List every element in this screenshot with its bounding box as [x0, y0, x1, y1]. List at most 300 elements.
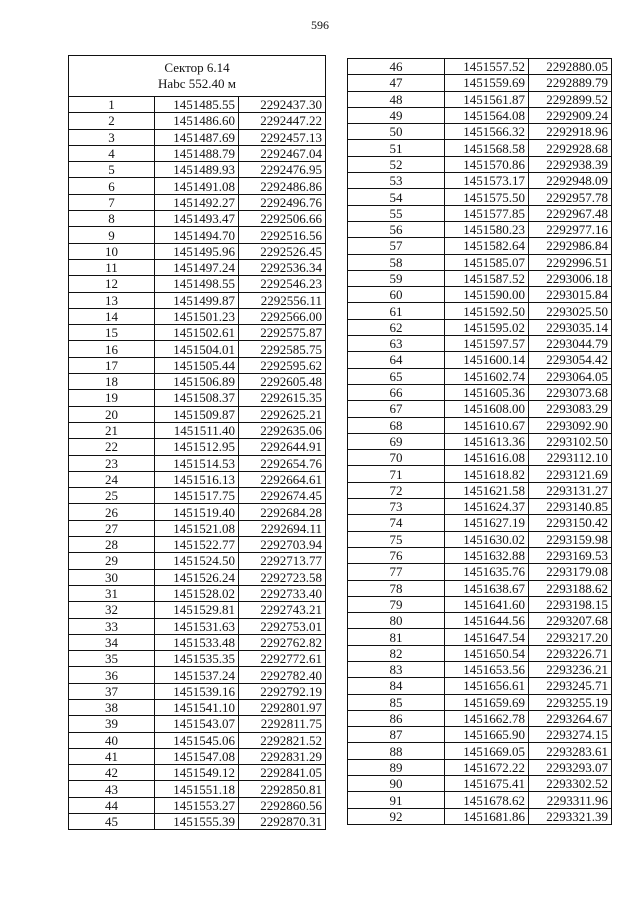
coordinate-x: 1451522.77 [155, 537, 239, 553]
coordinate-x: 1451561.87 [445, 91, 529, 107]
table-row [348, 401, 612, 417]
coordinate-x: 1451635.76 [445, 564, 529, 580]
coordinate-x: 1451638.67 [445, 580, 529, 596]
coordinate-y: 2293169.53 [529, 547, 612, 563]
point-number: 4 [69, 145, 155, 161]
table-row [348, 499, 612, 515]
table-row [348, 645, 612, 661]
coordinate-x: 1451566.32 [445, 124, 529, 140]
coordinate-x: 1451549.12 [155, 765, 239, 781]
coordinate-y: 2292889.79 [529, 75, 612, 91]
point-number: 68 [348, 417, 445, 433]
table-row [69, 602, 326, 618]
coordinate-y: 2293159.98 [529, 531, 612, 547]
table-row [69, 178, 326, 194]
coordinate-x: 1451675.41 [445, 776, 529, 792]
coordinate-x: 1451605.36 [445, 384, 529, 400]
point-number: 78 [348, 580, 445, 596]
coordinate-x: 1451526.24 [155, 569, 239, 585]
coordinate-y: 2293293.07 [529, 759, 612, 775]
coordinate-y: 2292957.78 [529, 189, 612, 205]
coordinate-y: 2292880.05 [529, 59, 612, 75]
coordinate-x: 1451568.58 [445, 140, 529, 156]
table-row [348, 270, 612, 286]
table-row [69, 406, 326, 422]
coordinate-x: 1451489.93 [155, 162, 239, 178]
table-row [348, 140, 612, 156]
point-number: 13 [69, 292, 155, 308]
table-row [348, 254, 612, 270]
table-row [348, 124, 612, 140]
point-number: 61 [348, 303, 445, 319]
coordinate-x: 1451495.96 [155, 243, 239, 259]
point-number: 5 [69, 162, 155, 178]
sector-header [69, 56, 326, 97]
coordinate-y: 2293044.79 [529, 336, 612, 352]
coordinate-y: 2292909.24 [529, 107, 612, 123]
point-number: 86 [348, 710, 445, 726]
point-number: 38 [69, 699, 155, 715]
point-number: 42 [69, 765, 155, 781]
coordinate-y: 2292566.00 [239, 308, 326, 324]
table-row [348, 792, 612, 808]
point-number: 14 [69, 308, 155, 324]
table-row [69, 537, 326, 553]
coordinate-y: 2293131.27 [529, 482, 612, 498]
point-number: 19 [69, 390, 155, 406]
point-number: 69 [348, 433, 445, 449]
coordinate-y: 2292556.11 [239, 292, 326, 308]
table-row [348, 580, 612, 596]
table-row [348, 613, 612, 629]
coordinate-x: 1451492.27 [155, 194, 239, 210]
table-row [348, 59, 612, 75]
coordinate-x: 1451608.00 [445, 401, 529, 417]
coordinate-y: 2292899.52 [529, 91, 612, 107]
point-number: 49 [348, 107, 445, 123]
coordinate-x: 1451494.70 [155, 227, 239, 243]
table-row [348, 710, 612, 726]
coordinate-x: 1451577.85 [445, 205, 529, 221]
table-row [69, 488, 326, 504]
coordinate-x: 1451551.18 [155, 781, 239, 797]
sector-elevation: Нabc 552.40 м [158, 76, 236, 91]
table-row [69, 585, 326, 601]
coordinate-y: 2292850.81 [239, 781, 326, 797]
coordinate-y: 2292977.16 [529, 221, 612, 237]
coordinate-y: 2293188.62 [529, 580, 612, 596]
coordinate-x: 1451555.39 [155, 814, 239, 830]
coordinate-x: 1451547.08 [155, 748, 239, 764]
coordinate-x: 1451535.35 [155, 651, 239, 667]
point-number: 84 [348, 678, 445, 694]
table-row [348, 776, 612, 792]
table-row [69, 651, 326, 667]
coordinate-x: 1451539.16 [155, 683, 239, 699]
coordinate-y: 2292928.68 [529, 140, 612, 156]
table-row [69, 748, 326, 764]
coordinate-x: 1451519.40 [155, 504, 239, 520]
point-number: 91 [348, 792, 445, 808]
point-number: 83 [348, 661, 445, 677]
coordinate-x: 1451597.57 [445, 336, 529, 352]
point-number: 33 [69, 618, 155, 634]
coordinate-x: 1451506.89 [155, 374, 239, 390]
point-number: 63 [348, 336, 445, 352]
coordinate-x: 1451514.53 [155, 455, 239, 471]
point-number: 8 [69, 211, 155, 227]
table-row [69, 129, 326, 145]
point-number: 29 [69, 553, 155, 569]
coordinate-x: 1451521.08 [155, 520, 239, 536]
coordinate-y: 2292615.35 [239, 390, 326, 406]
coordinate-x: 1451485.55 [155, 97, 239, 113]
coordinate-y: 2292684.28 [239, 504, 326, 520]
page-number: 596 [311, 18, 329, 32]
point-number: 25 [69, 488, 155, 504]
table-row [69, 504, 326, 520]
coordinate-y: 2293064.05 [529, 368, 612, 384]
table-row [69, 357, 326, 373]
table-row [348, 564, 612, 580]
table-row [348, 221, 612, 237]
point-number: 90 [348, 776, 445, 792]
coordinate-x: 1451509.87 [155, 406, 239, 422]
table-row [69, 520, 326, 536]
point-number: 60 [348, 287, 445, 303]
coordinate-x: 1451616.08 [445, 450, 529, 466]
coordinate-y: 2292516.56 [239, 227, 326, 243]
coordinate-y: 2292546.23 [239, 276, 326, 292]
coordinate-y: 2293054.42 [529, 352, 612, 368]
point-number: 37 [69, 683, 155, 699]
coordinate-y: 2292476.95 [239, 162, 326, 178]
coordinate-x: 1451595.02 [445, 319, 529, 335]
table-row [69, 683, 326, 699]
table-row [69, 471, 326, 487]
coordinate-y: 2293255.19 [529, 694, 612, 710]
table-row [348, 450, 612, 466]
coordinate-y: 2292841.05 [239, 765, 326, 781]
coordinate-x: 1451621.58 [445, 482, 529, 498]
coordinate-x: 1451497.24 [155, 259, 239, 275]
table-row [348, 75, 612, 91]
table-row [69, 145, 326, 161]
coordinate-x: 1451627.19 [445, 515, 529, 531]
point-number: 54 [348, 189, 445, 205]
coordinate-y: 2293112.10 [529, 450, 612, 466]
point-number: 11 [69, 259, 155, 275]
coordinate-x: 1451580.23 [445, 221, 529, 237]
coordinate-x: 1451570.86 [445, 156, 529, 172]
table-row [69, 797, 326, 813]
table-row [69, 569, 326, 585]
coordinate-x: 1451632.88 [445, 547, 529, 563]
coordinate-x: 1451553.27 [155, 797, 239, 813]
point-number: 18 [69, 374, 155, 390]
coordinate-y: 2292536.34 [239, 259, 326, 275]
table-row [69, 227, 326, 243]
point-number: 20 [69, 406, 155, 422]
coordinate-y: 2293302.52 [529, 776, 612, 792]
coordinate-y: 2293179.08 [529, 564, 612, 580]
table-row [69, 162, 326, 178]
table-row [348, 629, 612, 645]
table-row [348, 107, 612, 123]
point-number: 10 [69, 243, 155, 259]
coordinate-y: 2292762.82 [239, 634, 326, 650]
point-number: 7 [69, 194, 155, 210]
table-row [69, 276, 326, 292]
coordinate-y: 2292447.22 [239, 113, 326, 129]
coordinate-y: 2292654.76 [239, 455, 326, 471]
coordinate-x: 1451672.22 [445, 759, 529, 775]
coordinate-x: 1451613.36 [445, 433, 529, 449]
point-number: 9 [69, 227, 155, 243]
coordinate-x: 1451543.07 [155, 716, 239, 732]
table-row [69, 765, 326, 781]
coordinate-x: 1451486.60 [155, 113, 239, 129]
coordinate-x: 1451587.52 [445, 270, 529, 286]
coordinate-y: 2293264.67 [529, 710, 612, 726]
coordinate-y: 2293015.84 [529, 287, 612, 303]
table-row [348, 384, 612, 400]
coordinate-y: 2293245.71 [529, 678, 612, 694]
coordinate-x: 1451669.05 [445, 743, 529, 759]
coordinate-y: 2292831.29 [239, 748, 326, 764]
coordinate-y: 2293217.20 [529, 629, 612, 645]
point-number: 32 [69, 602, 155, 618]
point-number: 45 [69, 814, 155, 830]
coordinate-y: 2292986.84 [529, 238, 612, 254]
point-number: 43 [69, 781, 155, 797]
coordinate-x: 1451533.48 [155, 634, 239, 650]
coordinate-x: 1451659.69 [445, 694, 529, 710]
coordinate-y: 2292733.40 [239, 585, 326, 601]
coordinate-y: 2293083.29 [529, 401, 612, 417]
point-number: 36 [69, 667, 155, 683]
point-number: 88 [348, 743, 445, 759]
coordinate-x: 1451585.07 [445, 254, 529, 270]
point-number: 67 [348, 401, 445, 417]
table-row [69, 292, 326, 308]
table-row [348, 336, 612, 352]
point-number: 65 [348, 368, 445, 384]
coordinate-x: 1451618.82 [445, 466, 529, 482]
coordinate-y: 2292467.04 [239, 145, 326, 161]
table-row [348, 303, 612, 319]
point-number: 64 [348, 352, 445, 368]
coordinate-y: 2292996.51 [529, 254, 612, 270]
table-row [69, 439, 326, 455]
coordinate-x: 1451531.63 [155, 618, 239, 634]
coordinate-y: 2292625.21 [239, 406, 326, 422]
table-row [69, 97, 326, 113]
table-row [69, 211, 326, 227]
coordinate-x: 1451573.17 [445, 173, 529, 189]
coordinate-y: 2292782.40 [239, 667, 326, 683]
point-number: 24 [69, 471, 155, 487]
point-number: 46 [348, 59, 445, 75]
coordinate-y: 2293121.69 [529, 466, 612, 482]
coordinate-x: 1451644.56 [445, 613, 529, 629]
coordinate-x: 1451650.54 [445, 645, 529, 661]
point-number: 51 [348, 140, 445, 156]
table-row [348, 205, 612, 221]
coordinate-x: 1451524.50 [155, 553, 239, 569]
point-number: 40 [69, 732, 155, 748]
coordinate-y: 2293140.85 [529, 499, 612, 515]
coordinate-x: 1451512.95 [155, 439, 239, 455]
coordinate-y: 2292938.39 [529, 156, 612, 172]
coordinate-x: 1451498.55 [155, 276, 239, 292]
coordinate-y: 2292635.06 [239, 422, 326, 438]
point-number: 73 [348, 499, 445, 515]
table-row [348, 319, 612, 335]
point-number: 57 [348, 238, 445, 254]
coordinate-y: 2292585.75 [239, 341, 326, 357]
point-number: 17 [69, 357, 155, 373]
table-row [348, 173, 612, 189]
table-row [348, 759, 612, 775]
point-number: 50 [348, 124, 445, 140]
point-number: 39 [69, 716, 155, 732]
table-row [69, 259, 326, 275]
coordinate-x: 1451501.23 [155, 308, 239, 324]
coordinate-y: 2293073.68 [529, 384, 612, 400]
coordinate-y: 2292821.52 [239, 732, 326, 748]
coordinate-y: 2293035.14 [529, 319, 612, 335]
coordinate-x: 1451602.74 [445, 368, 529, 384]
coordinate-y: 2292918.96 [529, 124, 612, 140]
coordinate-y: 2292506.66 [239, 211, 326, 227]
table-row [348, 156, 612, 172]
coordinate-x: 1451647.54 [445, 629, 529, 645]
coordinate-y: 2292526.45 [239, 243, 326, 259]
point-number: 70 [348, 450, 445, 466]
table-row [348, 417, 612, 433]
point-number: 23 [69, 455, 155, 471]
table-row [69, 455, 326, 471]
table-row [348, 91, 612, 107]
coordinate-y: 2292595.62 [239, 357, 326, 373]
table-row [69, 634, 326, 650]
coordinate-x: 1451564.08 [445, 107, 529, 123]
point-number: 30 [69, 569, 155, 585]
coordinate-y: 2292948.09 [529, 173, 612, 189]
table-row [348, 238, 612, 254]
table-row [348, 189, 612, 205]
table-row [348, 808, 612, 824]
coordinate-y: 2292743.21 [239, 602, 326, 618]
point-number: 79 [348, 596, 445, 612]
point-number: 75 [348, 531, 445, 547]
table-row [348, 661, 612, 677]
table-row [69, 553, 326, 569]
table-row [69, 732, 326, 748]
coordinate-x: 1451502.61 [155, 325, 239, 341]
point-number: 48 [348, 91, 445, 107]
coordinate-x: 1451641.60 [445, 596, 529, 612]
point-number: 26 [69, 504, 155, 520]
coordinate-y: 2292723.58 [239, 569, 326, 585]
coordinate-y: 2292496.76 [239, 194, 326, 210]
coordinate-x: 1451499.87 [155, 292, 239, 308]
point-number: 56 [348, 221, 445, 237]
coordinate-y: 2292772.61 [239, 651, 326, 667]
coordinate-y: 2292860.56 [239, 797, 326, 813]
coordinate-y: 2292811.75 [239, 716, 326, 732]
point-number: 53 [348, 173, 445, 189]
coordinate-y: 2292967.48 [529, 205, 612, 221]
coordinate-y: 2293102.50 [529, 433, 612, 449]
point-number: 21 [69, 422, 155, 438]
point-number: 1 [69, 97, 155, 113]
table-row [348, 352, 612, 368]
coordinate-x: 1451630.02 [445, 531, 529, 547]
coordinate-x: 1451665.90 [445, 727, 529, 743]
coordinate-x: 1451508.37 [155, 390, 239, 406]
coordinate-y: 2292713.77 [239, 553, 326, 569]
coordinate-x: 1451662.78 [445, 710, 529, 726]
sector-title: Сектор 6.14 [164, 60, 230, 75]
coordinate-x: 1451537.24 [155, 667, 239, 683]
coordinate-x: 1451493.47 [155, 211, 239, 227]
coordinate-x: 1451592.50 [445, 303, 529, 319]
coordinate-x: 1451505.44 [155, 357, 239, 373]
table-row [69, 113, 326, 129]
coordinate-y: 2292674.45 [239, 488, 326, 504]
table-row [348, 287, 612, 303]
point-number: 44 [69, 797, 155, 813]
table-row [348, 596, 612, 612]
coordinate-x: 1451517.75 [155, 488, 239, 504]
point-number: 81 [348, 629, 445, 645]
coordinate-x: 1451681.86 [445, 808, 529, 824]
point-number: 41 [69, 748, 155, 764]
table-row [348, 678, 612, 694]
table-row [348, 433, 612, 449]
table-row [69, 390, 326, 406]
coordinate-y: 2293150.42 [529, 515, 612, 531]
point-number: 89 [348, 759, 445, 775]
table-row [69, 667, 326, 683]
table-row [69, 194, 326, 210]
coordinate-x: 1451529.81 [155, 602, 239, 618]
point-number: 66 [348, 384, 445, 400]
coordinate-x: 1451678.62 [445, 792, 529, 808]
point-number: 47 [348, 75, 445, 91]
point-number: 72 [348, 482, 445, 498]
coordinate-y: 2292792.19 [239, 683, 326, 699]
coordinate-y: 2293207.68 [529, 613, 612, 629]
table-row [69, 325, 326, 341]
coordinate-x: 1451559.69 [445, 75, 529, 91]
point-number: 2 [69, 113, 155, 129]
point-number: 3 [69, 129, 155, 145]
point-number: 28 [69, 537, 155, 553]
coordinate-x: 1451582.64 [445, 238, 529, 254]
coordinate-y: 2292457.13 [239, 129, 326, 145]
coordinate-x: 1451528.02 [155, 585, 239, 601]
coordinate-y: 2292694.11 [239, 520, 326, 536]
coordinate-y: 2293092.90 [529, 417, 612, 433]
coordinate-y: 2293283.61 [529, 743, 612, 759]
coordinate-y: 2293025.50 [529, 303, 612, 319]
coordinate-y: 2293321.39 [529, 808, 612, 824]
coordinates-table-left [68, 55, 326, 830]
point-number: 71 [348, 466, 445, 482]
